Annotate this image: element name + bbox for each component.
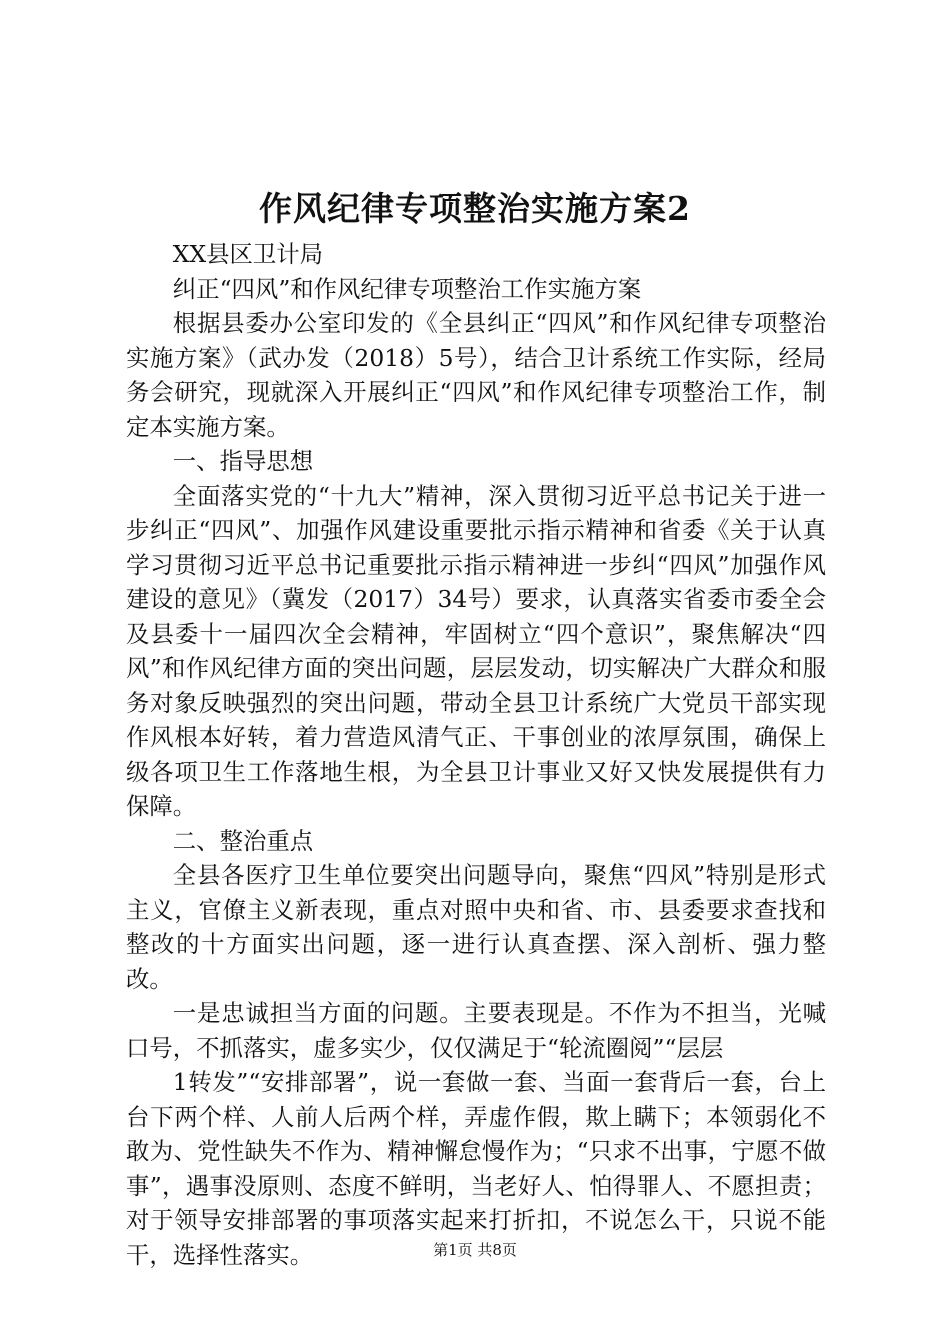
page-footer: 第1页 共8页 [433,1241,517,1259]
document-title: 作风纪律专项整治实施方案2 [259,189,691,228]
paragraph-issuer: XX县区卫计局 [172,240,324,268]
paragraph-key-points: 全县各医疗卫生单位要突出问题导向，聚焦“四风”特别是形式主义，官僚主义新表现，重点对照中央和省、市、县委要求查找和整改的十方面实出问题，逐一进行认真查摆、深入剖析、强力整改。 [126,861,826,993]
paragraph-guiding-thought: 全面落实党的“十九大”精神，深入贯彻习近平总书记关于进一步纠正“四风”、加强作风建设重要批示指示精神和省委《关于认真学习贯彻习近平总书记重要批示指示精神进一步纠“四风”加强作风建设的意见》（冀发（2017）34号）要求，认真落实省委市委全会及县委十一届四次全会精神，牢固树立“四个意识”，聚焦解决“四风”和作风纪律方面的突出问题，层层发动，切实解决广大群众和服务对象反映强烈的突出问题，带动全县卫计系统广大党员干部实现作风根本好转，着力营造风清气正、干事创业的浓厚氛围，确保上级各项卫生工作落地生根，为全县卫计事业又好又快发展提供有力保障。 [126,481,826,820]
document-body [126,237,826,1272]
paragraph-loyalty-issues-continued: 1转发”“安排部署”，说一套做一套、当面一套背后一套，台上台下两个样、人前人后两个样，弄虚作假，欺上瞒下；本领弱化不敢为、党性缺失不作为、精神懈怠慢作为；“只求不出事，宁愿不做事”，遇事没原则、态度不鲜明，当老好人、怕得罪人、不愿担责；对于领导安排部署的事项落实起来打折扣，不说怎么干，只说不能干，选择性落实。 [126,1068,826,1269]
section-heading-guiding-thought: 一、指导思想 [172,447,314,475]
section-heading-key-points: 二、整治重点 [172,826,314,855]
paragraph-subtitle: 纠正“四风”和作风纪律专项整治工作实施方案 [172,274,642,303]
paragraph-intro: 根据县委办公室印发的《全县纠正“四风”和作风纪律专项整治实施方案》（武办发（2018）5号），结合卫计系统工作实际，经局务会研究，现就深入开展纠正“四风”和作风纪律专项整治工作，制定本实施方案。 [126,309,826,441]
paragraph-loyalty-issues: 一是忠诚担当方面的问题。主要表现是。不作为不担当，光喊口号，不抓落实，虚多实少，仅仅满足于“轮流圈阅”“层层 [126,999,826,1062]
